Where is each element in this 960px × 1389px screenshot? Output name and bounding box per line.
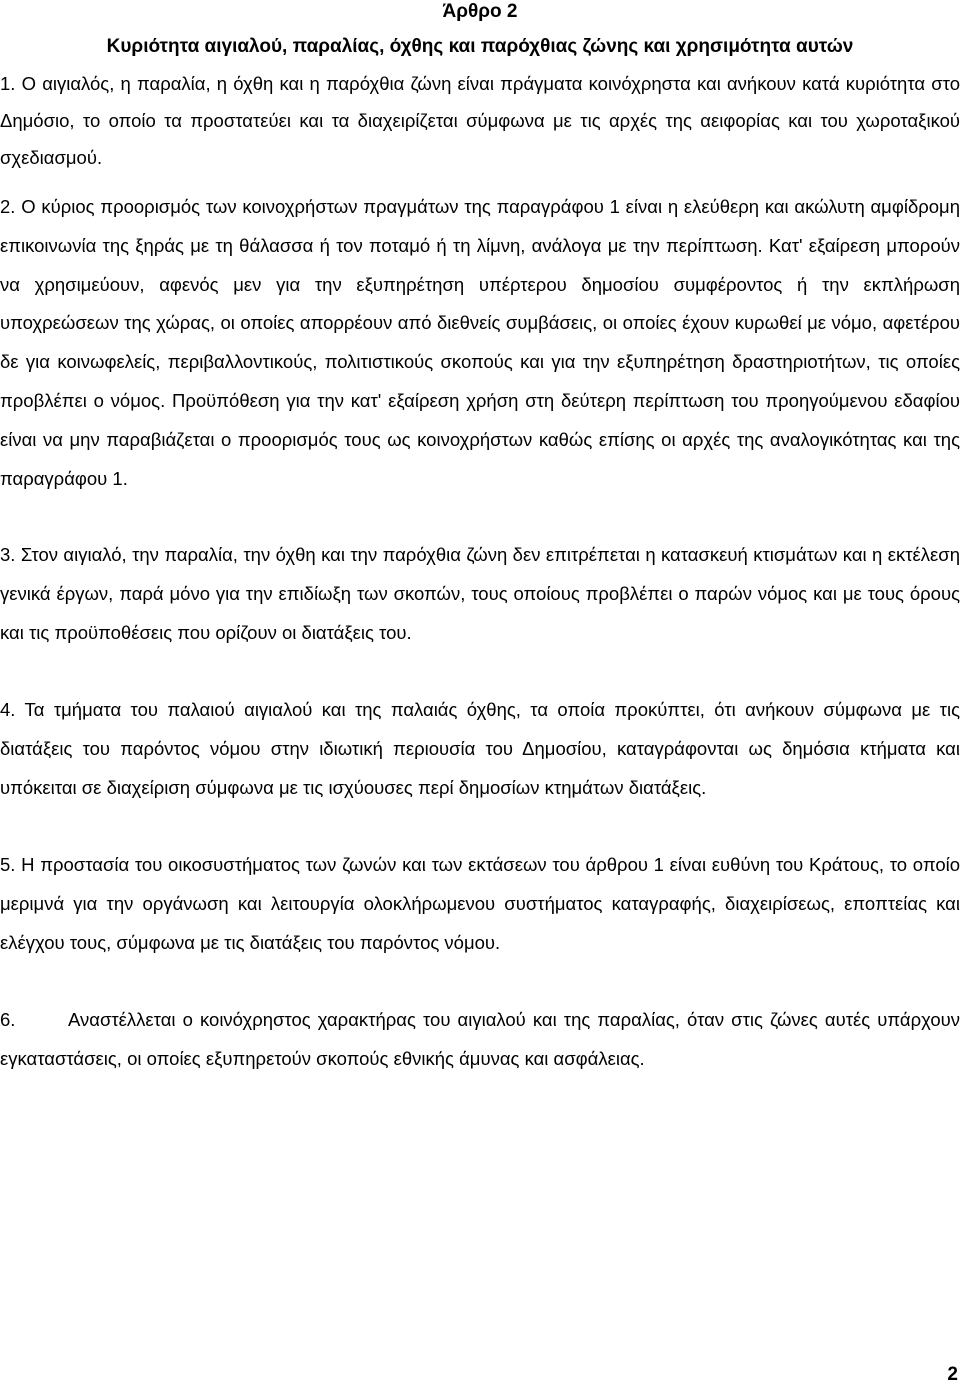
paragraph-text: Ο κύριος προορισμός των κοινοχρήστων πραγμάτων της παραγράφου 1 είναι η ελεύθερη και ακώλυτη αμφίδρομη επικοινωνία της ξηράς με τη θάλασσα ή τον ποταμό ή τη λίμνη, ανάλογα με την περίπτωση. Κατ' εξαίρεση μπορούν να χρησιμεύουν, αφενός μεν για την εξυπηρέτηση υπέρτερου δημοσίου συμφέροντος ή την εκπλήρωση υποχρεώσεων της χώρας, οι οποίες απορρέουν από διεθνείς συμβάσεις, οι οποίες έχουν κυρωθεί με νόμο, αφετέρου δε για κοινωφελείς, περιβαλλοντικούς, πολιτιστικούς σκοπούς και για την εξυπηρέτηση δραστηριοτήτων, τις οποίες προβλέπει ο νόμος. Προϋπόθεση για την κατ' εξαίρεση χρήση στη δεύτερη περίπτωση του προηγούμενου εδαφίου είναι να μην παραβιάζεται ο προορισμός τους ως κοινοχρήστων καθώς επίσης οι αρχές της αναλογικότητας και της παραγράφου 1. — [0, 196, 960, 489]
paragraph-number: 2. — [0, 196, 16, 217]
paragraph-text: Η προστασία του οικοσυστήματος των ζωνών και των εκτάσεων του άρθρου 1 είναι ευθύνη του Κράτους, το οποίο μεριμνά για την οργάνωση και λειτουργία ολοκλήρωμενου συστήματος καταγραφής, διαχειρίσεως, εποπτείας και ελέγχου τους, σύμφωνα με τις διατάξεις του παρόντος νόμου. — [0, 854, 960, 953]
article-title: Άρθρο 2 — [442, 1, 518, 22]
paragraph-text: Αναστέλλεται ο κοινόχρηστος χαρακτήρας του αιγιαλού και της παραλίας, όταν στις ζώνες αυτές υπάρχουν εγκαταστάσεις, οι οποίες εξυπηρετούν σκοπούς εθνικής άμυνας και ασφάλειας. — [0, 1009, 960, 1069]
page-number: 2 — [947, 1364, 958, 1385]
paragraph-6 — [0, 1001, 960, 1079]
paragraph-number: 5. — [0, 854, 16, 875]
paragraph-text: Τα τμήματα του παλαιού αιγιαλού και της παλαιάς όχθης, τα οποία προκύπτει, ότι ανήκουν σύμφωνα με τις διατάξεις του παρόντος νόμου στην ιδιωτική περιουσία του Δημοσίου, καταγράφονται ως δημόσια κτήματα και υπόκειται σε διαχείριση σύμφωνα με τις ισχύουσες περί δημοσίων κτημάτων διατάξεις. — [0, 699, 960, 798]
paragraph-5 — [0, 846, 960, 962]
paragraph-2 — [0, 188, 960, 498]
article-subtitle: Κυριότητα αιγιαλού, παραλίας, όχθης και παρόχθιας ζώνης και χρησιμότητα αυτών — [106, 36, 854, 57]
paragraph-number: 4. — [0, 699, 16, 720]
paragraph-4 — [0, 691, 960, 807]
paragraph-number: 3. — [0, 544, 16, 565]
paragraph-text: Ο αιγιαλός, η παραλία, η όχθη και η παρόχθια ζώνη είναι πράγματα κοινόχρηστα και ανήκουν κατά κυριότητα στο Δημόσιο, το οποίο τα προστατεύει και τα διαχειρίζεται σύμφωνα με τις αρχές της αειφορίας και του χωροταξικού σχεδιασμού. — [0, 73, 960, 168]
paragraph-1 — [0, 65, 960, 176]
paragraph-3 — [0, 536, 960, 652]
paragraph-number: 6. — [0, 1009, 16, 1030]
paragraph-number: 1. — [0, 73, 16, 94]
paragraph-text: Στον αιγιαλό, την παραλία, την όχθη και την παρόχθια ζώνη δεν επιτρέπεται η κατασκευή κτισμάτων και η εκτέλεση γενικά έργων, παρά μόνο για την επιδίωξη των σκοπών, τους οποίους προβλέπει ο παρών νόμος και με τους όρους και τις προϋποθέσεις που ορίζουν οι διατάξεις του. — [0, 544, 960, 643]
